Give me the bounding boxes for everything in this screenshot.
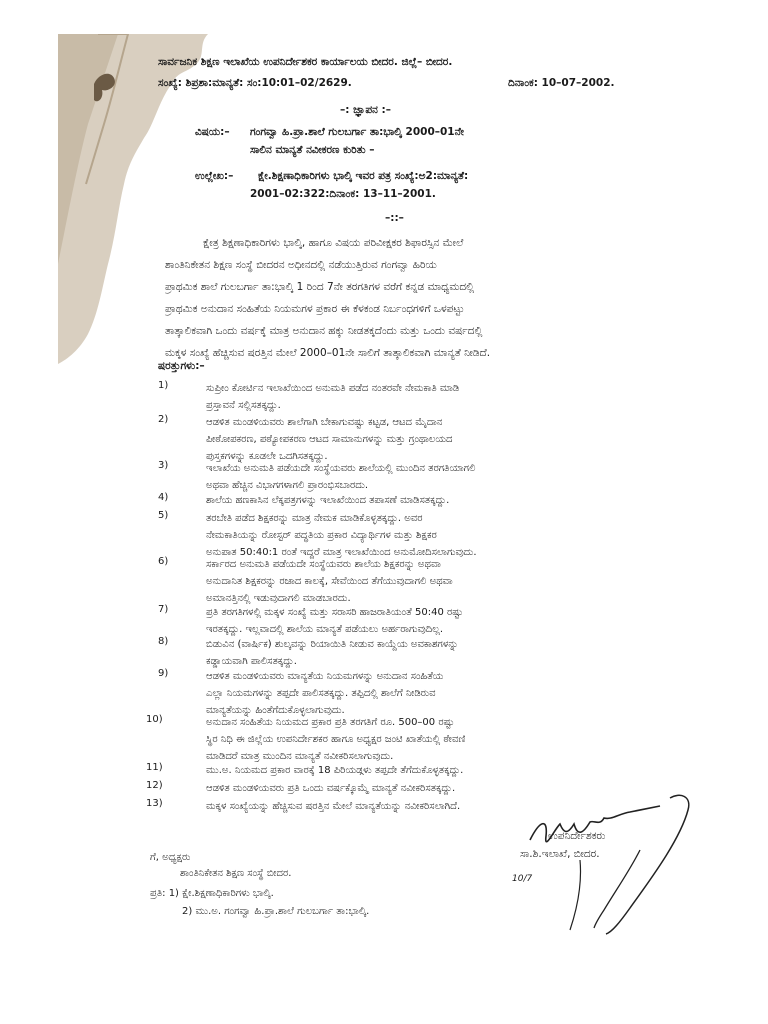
reference-label: ಉಲ್ಲೇಖ:– [195, 170, 234, 182]
condition-text: ಅನುದಾನ ಸಂಹಿತೆಯ ನಿಯಮದ ಪ್ರಕಾರ ಪ್ರತಿ ತರಗತಿಗೆ ರೂ. 500–00 ರಷ್ಟು [206, 717, 455, 728]
conditions-title: ಷರತ್ತುಗಳು:– [158, 360, 205, 372]
body-line: ಶಾಂತಿನಿಕೇತನ ಶಿಕ್ಷಣ ಸಂಸ್ಥೆ ಬೀದರನ ಅಧೀನದಲ್ಲಿ ನಡೆಯುತ್ತಿರುವ ಗಂಗವ್ವಾ ಹಿರಿಯ [165, 259, 437, 271]
copy-to-line-1: ಪ್ರತಿ: 1) ಕ್ಷೇ.ಶಿಕ್ಷಣಾಧಿಕಾರಿಗಳು ಭಾಲ್ಕಿ. [150, 888, 274, 899]
body-line: ಮಕ್ಕಳ ಸಂಖ್ಯೆ ಹೆಚ್ಚಿಸುವ ಷರತ್ತಿನ ಮೇಲೆ 2000–01ನೇ ಸಾಲಿಗೆ ತಾತ್ಕಾಲಿಕವಾಗಿ ಮಾನ್ಯತೆ ನೀಡಿದೆ. [165, 347, 491, 359]
condition-text: ಕಡ್ಡಾಯವಾಗಿ ಪಾಲಿಸತಕ್ಕದ್ದು. [206, 656, 297, 667]
body-line: ಪ್ರಾಥಮಿಕ ಶಾಲೆ ಗುಲಬರ್ಗಾ ತಾ:ಭಾಲ್ಕಿ 1 ರಿಂದ 7ನೇ ತರಗತಿಗಳ ವರೆಗೆ ಕನ್ನಡ ಮಾಧ್ಯಮದಲ್ಲಿ [165, 281, 475, 293]
office-header: ಸಾರ್ವಜನಿಕ ಶಿಕ್ಷಣ ಇಲಾಖೆಯ ಉಪನಿರ್ದೇಶಕರ ಕಾರ್ಯಾಲಯ ಬೀದರ. ಜಿಲ್ಲೆ– ಬೀದರ. [158, 56, 453, 68]
condition-text: ಆಡಳಿತ ಮಂಡಳಿಯವರು ಶಾಲೆಗಾಗಿ ಬೇಕಾಗುವಷ್ಟು ಕಟ್ಟಡ, ಆಟದ ಮೈದಾನ [206, 417, 443, 428]
condition-number: 5) [158, 510, 169, 521]
condition-text: ಸರ್ಕಾರದ ಅನುಮತಿ ಪಡೆಯದೇ ಸಂಸ್ಥೆಯವರು ಶಾಲೆಯ ಶಿಕ್ಷಕರನ್ನು ಅಥವಾ [206, 559, 441, 570]
condition-text: ಪುಸ್ತಕಗಳನ್ನು ಕೂಡಲೇ ಒದಗಿಸತಕ್ಕದ್ದು. [206, 451, 328, 462]
condition-number: 12) [146, 780, 163, 791]
condition-text: ಮಕ್ಕಳ ಸಂಖ್ಯೆಯನ್ನು ಹೆಚ್ಚಿಸುವ ಷರತ್ತಿನ ಮೇಲೆ ಮಾನ್ಯತೆಯನ್ನು ನವೀಕರಿಸಲಾಗಿದೆ. [206, 801, 461, 812]
signature-office: ಸಾ.ಶಿ.ಇಲಾಖೆ, ಬೀದರ. [520, 848, 600, 860]
reference-line-1: ಕ್ಷೇ.ಶಿಕ್ಷಣಾಧಿಕಾರಿಗಳು ಭಾಲ್ಕಿ ಇವರ ಪತ್ರ ಸಂಖ್ಯೆ:ಅ2:ಮಾನ್ಯತೆ: [258, 170, 469, 182]
condition-text: ಶಾಲೆಯ ಹಣಕಾಸಿನ ಲೆಕ್ಕಪತ್ರಗಳನ್ನು ಇಲಾಖೆಯಿಂದ ತಪಾಸಣೆ ಮಾಡಿಸತಕ್ಕದ್ದು. [206, 495, 450, 506]
condition-text: ಪ್ರತಿ ತರಗತಿಗಳಲ್ಲಿ ಮಕ್ಕಳ ಸಂಖ್ಯೆ ಮತ್ತು ಸರಾಸರಿ ಹಾಜರಾತಿಯಂತೆ 50:40 ರಷ್ಟು [206, 607, 463, 618]
body-paragraph [165, 232, 705, 364]
condition-text: ಸುಪ್ರೀಂ ಕೋರ್ಟಿನ ಇಲಾಖೆಯಿಂದ ಅನುಮತಿ ಪಡೆದ ನಂತರವೇ ನೇಮಕಾತಿ ಮಾಡಿ [206, 383, 460, 394]
subject-line-1: ಗಂಗವ್ವಾ ಹಿ.ಪ್ರಾ.ಶಾಲೆ ಗುಲಬರ್ಗಾ ತಾ:ಭಾಲ್ಕಿ 2000–01ನೇ [250, 126, 464, 138]
reference-number: ಸಂಖ್ಯೆ: ಶಿಪ್ರಶಾ:ಮಾನ್ಯತೆ: ಸಂ:10:01–02/2629. [158, 77, 352, 89]
condition-number: 7) [158, 604, 169, 615]
condition-text: ಇಲಾಖೆಯ ಅನುಮತಿ ಪಡೆಯದೇ ಸಂಸ್ಥೆಯವರು ಶಾಲೆಯಲ್ಲಿ ಮುಂದಿನ ತರಗತಿಯಾಗಲಿ [206, 463, 476, 474]
condition-text: ನೇಮಕಾತಿಯನ್ನು ರೋಸ್ಟರ್ ಪದ್ಧತಿಯ ಪ್ರಕಾರ ವಿದ್ಯಾರ್ಥಿಗಳ ಮತ್ತು ಶಿಕ್ಷಕರ [206, 530, 437, 541]
condition-text: ಎಲ್ಲಾ ನಿಯಮಗಳನ್ನು ತಪ್ಪದೇ ಪಾಲಿಸತಕ್ಕದ್ದು. ತಪ್ಪಿದಲ್ಲಿ ಶಾಲೆಗೆ ನೀಡಿರುವ [206, 688, 436, 699]
condition-number: 10) [146, 714, 163, 725]
condition-text: ಆಡಳಿತ ಮಂಡಳಿಯವರು ಮಾನ್ಯತೆಯ ನಿಯಮಗಳನ್ನು ಅನುದಾನ ಸಂಹಿತೆಯ [206, 671, 444, 682]
condition-text: ಬಿಡುವಿನ (ವಾರ್ಷಿಕ) ಶುಲ್ಕವನ್ನು ರಿಯಾಯಿತಿ ನೀಡುವ ಕಾಯ್ದೆಯ ಅವಕಾಶಗಳನ್ನು [206, 639, 459, 650]
signature-designation: ಉಪನಿರ್ದೇಶಕರು [548, 830, 606, 842]
condition-text: ಆಡಳಿತ ಮಂಡಳಿಯವರು ಪ್ರತಿ ಒಂದು ವರ್ಷಕ್ಕೊಮ್ಮೆ ಮಾನ್ಯತೆ ನವೀಕರಿಸತಕ್ಕದ್ದು. [206, 783, 456, 794]
reference-line-2: 2001–02:322:ದಿನಾಂಕ: 13–11–2001. [250, 188, 436, 200]
condition-number: 4) [158, 492, 169, 503]
subject-label: ವಿಷಯ:– [195, 126, 230, 138]
condition-number: 9) [158, 668, 169, 679]
condition-text: ಅನುಪಾತ 50:40:1 ರಂತೆ ಇದ್ದರೆ ಮಾತ್ರ ಇಲಾಖೆಯಿಂದ ಅನುಮೋದಿಸಲಾಗುವುದು. [206, 547, 477, 558]
condition-number: 6) [158, 556, 169, 567]
condition-text: ಸ್ಥಿರ ನಿಧಿ ಈ ಜಿಲ್ಲೆಯ ಉಪನಿರ್ದೇಶಕರ ಹಾಗೂ ಅಧ್ಯಕ್ಷರ ಜಂಟಿ ಖಾತೆಯಲ್ಲಿ ಠೇವಣಿ [206, 734, 466, 745]
recipient-line-2: ಶಾಂತಿನಿಕೇತನ ಶಿಕ್ಷಣ ಸಂಸ್ಥೆ ಬೀದರ. [180, 868, 292, 879]
handwritten-signature [520, 790, 710, 940]
condition-text: ತರಬೇತಿ ಪಡೆದ ಶಿಕ್ಷಕರನ್ನು ಮಾತ್ರ ನೇಮಕ ಮಾಡಿಕೊಳ್ಳತಕ್ಕದ್ದು. ಅವರ [206, 513, 423, 524]
condition-text: ಪೀಠೋಪಕರಣ, ಪಠ್ಯೋಪಕರಣ ಆಟದ ಸಾಮಾನುಗಳನ್ನು ಮತ್ತು ಗ್ರಂಥಾಲಯದ [206, 434, 453, 445]
body-line: ತಾತ್ಕಾಲಿಕವಾಗಿ ಒಂದು ವರ್ಷಕ್ಕೆ ಮಾತ್ರ ಅನುದಾನ ಹಕ್ಕು ನೀಡತಕ್ಕದೆಂದು ಮತ್ತು ಒಂದು ವರ್ಷದಲ್ಲಿ [165, 325, 483, 337]
condition-number: 11) [146, 762, 163, 773]
condition-number: 2) [158, 414, 169, 425]
condition-text: ಅನುದಾನಿತ ಶಿಕ್ಷಕರನ್ನು ರಜಾದ ಕಾಲಕ್ಕೆ, ಸೇವೆಯಿಂದ ತೆಗೆಯುವುದಾಗಲಿ ಅಥವಾ [206, 576, 453, 587]
handwritten-date: 10/7 [512, 874, 533, 884]
condition-number: 8) [158, 636, 169, 647]
body-line: ಕ್ಷೇತ್ರ ಶಿಕ್ಷಣಾಧಿಕಾರಿಗಳು ಭಾಲ್ಕಿ, ಹಾಗೂ ವಿಷಯ ಪರಿವೀಕ್ಷಕರ ಶಿಫಾರಸ್ಸಿನ ಮೇಲೆ [203, 237, 464, 249]
subject-line-2: ಸಾಲಿನ ಮಾನ್ಯತೆ ನವೀಕರಣ ಕುರಿತು – [250, 144, 375, 156]
body-line: ಪ್ರಾಥಮಿಕ ಅನುದಾನ ಸಂಹಿತೆಯ ನಿಯಮಗಳ ಪ್ರಕಾರ ಈ ಕೆಳಕಂಡ ನಿರ್ಬಂಧಗಳಿಗೆ ಒಳಪಟ್ಟು [165, 303, 465, 315]
condition-text: ಮಾಡಿದರೆ ಮಾತ್ರ ಮುಂದಿನ ಮಾನ್ಯತೆ ನವೀಕರಿಸಲಾಗುವುದು. [206, 751, 394, 762]
condition-text: ಅಥವಾ ಹೆಚ್ಚಿನ ವಿಭಾಗಗಳಾಗಲಿ ಪ್ರಾರಂಭಿಸಬಾರದು. [206, 480, 369, 491]
order-heading: –: ಜ್ಞಾಪನ :– [340, 104, 391, 116]
condition-number: 13) [146, 798, 163, 809]
condition-text: ಮು.ಅ. ನಿಯಮದ ಪ್ರಕಾರ ವಾರಕ್ಕೆ 18 ಪಿರಿಯಡ್ಗಳು ತಪ್ಪದೇ ತೆಗೆದುಕೊಳ್ಳತಕ್ಕದ್ದು. [206, 765, 464, 776]
copy-to-line-2: 2) ಮು.ಅ. ಗಂಗವ್ವಾ ಹಿ.ಪ್ರಾ.ಶಾಲೆ ಗುಲಬರ್ಗಾ ತಾ:ಭಾಲ್ಕಿ. [182, 906, 370, 917]
document-date: ದಿನಾಂಕ: 10–07–2002. [508, 77, 615, 89]
recipient-line-1: ಗೆ, ಅಧ್ಯಕ್ಷರು [150, 852, 191, 863]
condition-text: ಇರತಕ್ಕದ್ದು. ಇಲ್ಲವಾದಲ್ಲಿ ಶಾಲೆಯ ಮಾನ್ಯತೆ ಪಡೆಯಲು ಅರ್ಹರಾಗುವುದಿಲ್ಲ. [206, 624, 444, 635]
condition-number: 1) [158, 380, 169, 391]
separator: –::– [385, 212, 404, 224]
condition-number: 3) [158, 460, 169, 471]
condition-text: ಅಮಾನತ್ತಿನಲ್ಲಿ ಇಡುವುದಾಗಲಿ ಮಾಡಬಾರದು. [206, 593, 351, 604]
condition-text: ಪ್ರಸ್ತಾವನೆ ಸಲ್ಲಿಸತಕ್ಕದ್ದು. [206, 400, 281, 411]
condition-text: ಮಾನ್ಯತೆಯನ್ನು ಹಿಂತೆಗೆದುಕೊಳ್ಳಲಾಗುವುದು. [206, 705, 345, 716]
